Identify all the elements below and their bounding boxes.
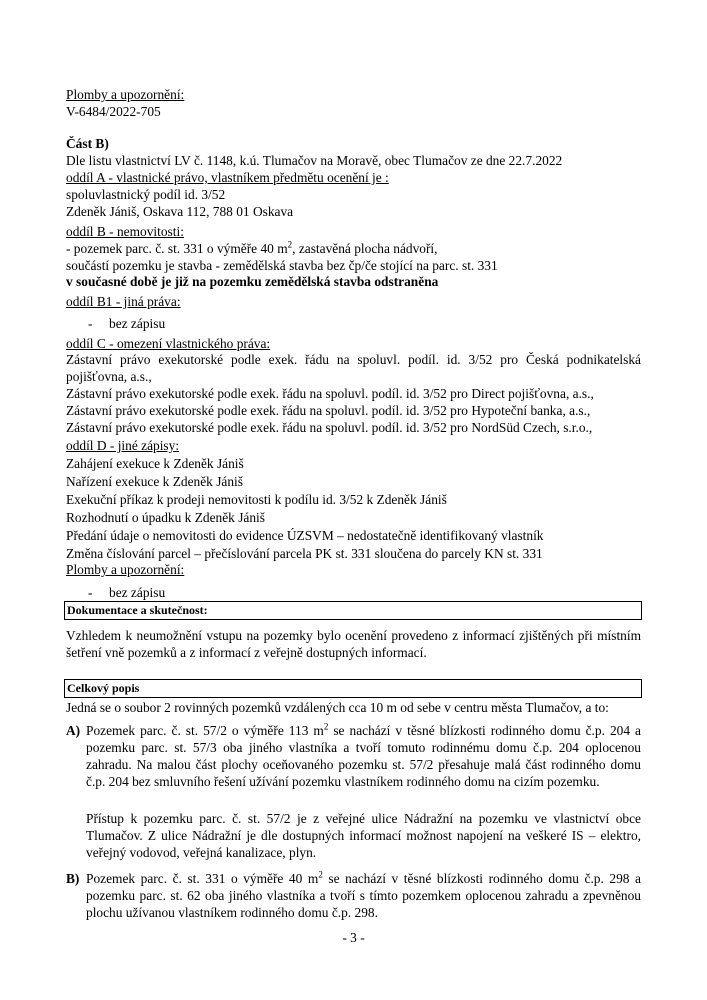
oddil-a-heading: oddíl A - vlastnické právo, vlastníkem předmětu ocenění je : (66, 170, 389, 185)
oddil-b-line1: - pozemek parc. č. st. 331 o výměře 40 $m^2$, zastavěná plocha nádvoří, (66, 239, 438, 256)
item-b-paragraph-1: Pozemek parc. č. st. 331 o výměře 40 $m^2$ se nachází v těsné blízkosti rodinného domu č.p. 298 a pozemku parc. st. 62 oba jiného vlastníka a tvoří s tímto pozemkem oplocenou zahradu a zpevněnou plochu užívanou vlastníkem rodinného domu č.p. 298. (86, 869, 641, 920)
oddil-b1-item: bez zápisu (109, 316, 166, 331)
plomby-top-value: V-6484/2022-705 (66, 104, 161, 119)
celkovy-title: Celkový popis (67, 681, 140, 695)
oddil-b1-heading: oddíl B1 - jiná práva: (66, 294, 181, 309)
celkovy-intro: Jedná se o soubor 2 rovinných pozemků vzdálených cca 10 m od sebe v centru města Tlumačov, a to: (66, 700, 609, 715)
oddil-b1-dash: - (88, 316, 93, 331)
oddil-c-item: Zástavní právo exekutorské podle exek. řádu na spoluvl. podíl. id. 3/52 pro Česká podnikatelská pojišťovna, a.s., (66, 352, 641, 384)
oddil-d-item: Exekuční příkaz k prodeji nemovitosti k podílu id. 3/52 k Zdeněk Jániš (66, 492, 447, 507)
plomby-dash: - (88, 585, 93, 600)
dokumentace-title: Dokumentace a skutečnost: (67, 603, 208, 617)
plomby-item: bez zápisu (109, 585, 166, 600)
oddil-d-item: Nařízení exekuce k Zdeněk Jániš (66, 474, 243, 489)
oddil-d-item: Zahájení exekuce k Zdeněk Jániš (66, 456, 244, 471)
oddil-b-line3: v současné době je již na pozemku zemědělská stavba odstraněna (66, 274, 439, 289)
plomby-heading: Plomby a upozornění: (66, 562, 185, 577)
oddil-c-heading: oddíl C - omezení vlastnického práva: (66, 336, 271, 351)
celkovy-title-box (64, 679, 642, 698)
oddil-b-heading: oddíl B - nemovitosti: (66, 224, 184, 239)
dokumentace-text: Vzhledem k neumožnění vstupu na pozemky bylo ocenění provedeno z informací zjištěných při místním šetření vně pozemků a z informací z veřejně dostupných informací. (66, 628, 641, 660)
oddil-d-item: Změna číslování parcel – přečíslování parcela PK st. 331 sloučena do parcely KN st. 331 (66, 546, 543, 561)
oddil-c-item: Zástavní právo exekutorské podle exek. řádu na spoluvl. podíl. id. 3/52 pro Hypoteční banka, a.s., (66, 403, 591, 418)
item-a-label: A) (66, 723, 81, 738)
oddil-c-item: Zástavní právo exekutorské podle exek. řádu na spoluvl. podíl. id. 3/52 pro Direct pojišťovna, a.s., (66, 386, 594, 401)
oddil-b-line2: součástí pozemku je stavba - zemědělská stavba bez čp/če stojící na parc. st. 331 (66, 258, 498, 273)
oddil-d-item: Předání údaje o nemovitosti do evidence ÚZSVM – nedostatečně identifikovaný vlastník (66, 528, 544, 543)
item-a-paragraph-1: Pozemek parc. č. st. 57/2 o výměře 113 $m^2$ se nachází v těsné blízkosti rodinného domu č.p. 204 a pozemku parc. st. 57/3 oba jiného vlastníka a tvoří tomuto rodinnému domu č.p. 204 oplocenou zahradu. Na malou část plochy oceňovaného pozemku st. 57/2 přesahuje malá část rodinného domu č.p. 204 bez smluvního řešení užívání pozemku vlastníkem rodinného domu na cizím pozemku. (86, 721, 642, 789)
item-b-label: B) (66, 871, 80, 886)
oddil-a-podil: spoluvlastnický podíl id. 3/52 (66, 187, 226, 202)
oddil-d-item: Rozhodnutí o úpadku k Zdeněk Jániš (66, 510, 265, 525)
page-number: - 3 - (342, 930, 365, 945)
cast-b-intro: Dle listu vlastnictví LV č. 1148, k.ú. Tlumačov na Moravě, obec Tlumačov ze dne 22.7.2022 (66, 153, 563, 168)
oddil-d-heading: oddíl D - jiné zápisy: (66, 438, 180, 453)
oddil-c-item: Zástavní právo exekutorské podle exek. řádu na spoluvl. podíl. id. 3/52 pro NordSüd Czech, s.r.o., (66, 420, 593, 435)
item-a-paragraph-2: Přístup k pozemku parc. č. st. 57/2 je z veřejné ulice Nádražní na pozemku ve vlastnictví obce Tlumačov. Z ulice Nádražní je dle dostupných informací možnost napojení na veškeré IS – elektro, veřejný vodovod, veřejná kanalizace, plyn. (86, 811, 641, 860)
plomby-top-heading: Plomby a upozornění: (66, 87, 185, 102)
oddil-a-owner: Zdeněk Jániš, Oskava 112, 788 01 Oskava (66, 204, 294, 219)
cast-b-heading: Část B) (66, 136, 109, 151)
